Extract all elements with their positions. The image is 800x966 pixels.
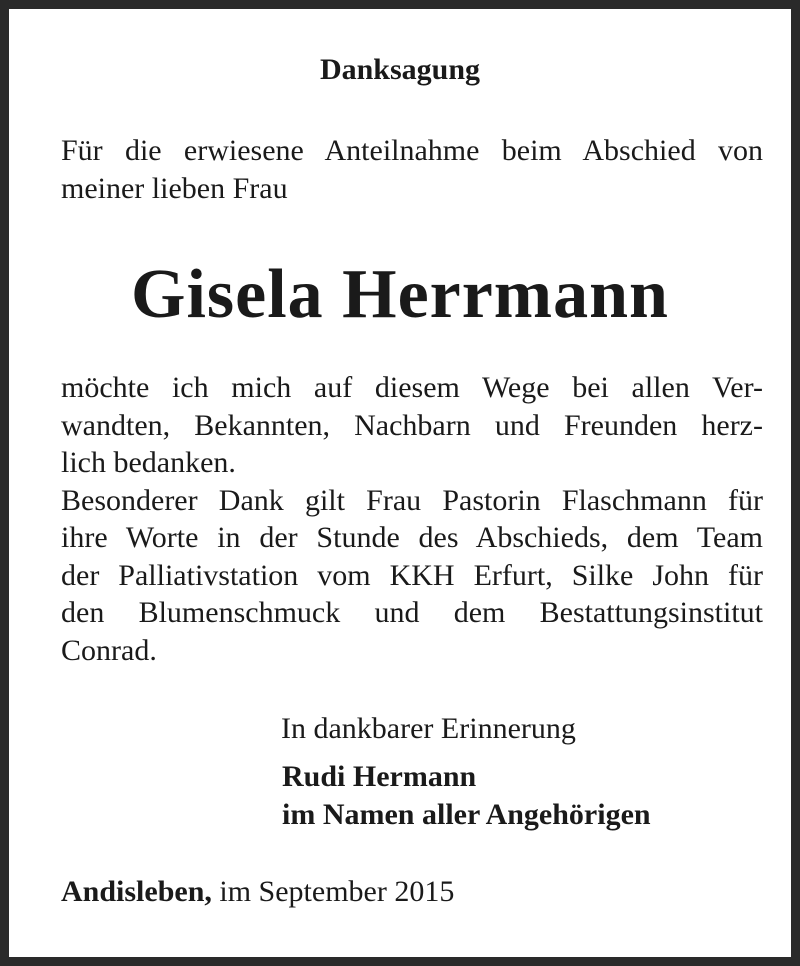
closing-phrase: In dankbarer Erinnerung xyxy=(281,712,576,745)
body-line: den Blumenschmuck und dem Bestattungsinstitut xyxy=(61,596,763,629)
thanks-paragraph xyxy=(61,369,763,669)
body-line: der Palliativstation vom KKH Erfurt, Silke John für xyxy=(61,558,763,592)
intro-line-1: Für die erwiesene Anteilnahme beim Abschied von xyxy=(61,134,763,167)
place-town: Andisleben, xyxy=(61,875,212,908)
body-line: ihre Worte in der Stunde des Abschieds, dem Team xyxy=(61,521,763,554)
body-line: Conrad. xyxy=(61,633,157,667)
intro-paragraph xyxy=(61,132,763,208)
place-date: im September 2015 xyxy=(219,875,455,908)
body-line: Besonderer Dank gilt Frau Pastorin Flaschmann für xyxy=(61,483,763,517)
signature-note: im Namen aller Angehörigen xyxy=(282,798,651,831)
body-line: möchte ich mich auf diesem Wege bei allen Ver- xyxy=(61,371,763,404)
notice-heading: Danksagung xyxy=(319,53,481,86)
deceased-name: Gisela Herrmann xyxy=(131,256,669,333)
signature-name: Rudi Hermann xyxy=(282,760,477,793)
signature-block xyxy=(282,758,651,834)
body-line: wandten, Bekannten, Nachbarn und Freunden herz- xyxy=(61,408,763,442)
body-line: lich bedanken. xyxy=(61,446,236,479)
place-date-line xyxy=(61,873,454,911)
intro-line-2: meiner lieben Frau xyxy=(61,172,288,205)
